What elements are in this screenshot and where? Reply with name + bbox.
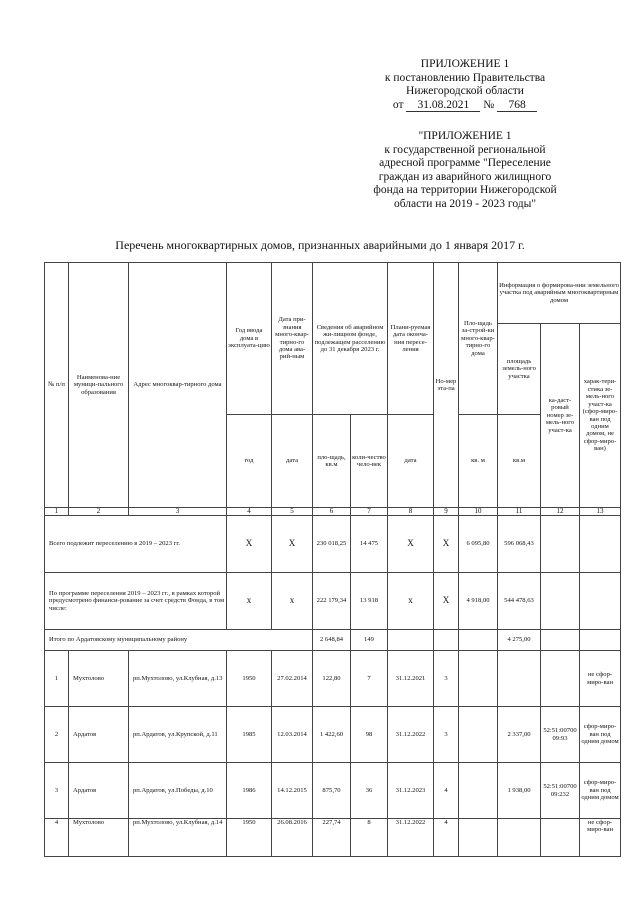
- table-row: [45, 763, 621, 819]
- row-people: 8: [351, 819, 388, 857]
- row-land-area: 1 938,00: [498, 763, 541, 819]
- summary-people: 14 475: [351, 516, 388, 573]
- row-building-area: [459, 651, 498, 707]
- summary-area: 222 179,34: [313, 573, 351, 630]
- row-cadastral: [541, 651, 580, 707]
- appendix1-line2: к постановлению Правительства: [384, 71, 546, 84]
- row-stage: 4: [434, 819, 459, 857]
- row-stage: 4: [434, 763, 459, 819]
- row-characteristic: не сфор-миро-ван: [580, 819, 621, 857]
- row-address: рп.Мухтолово, ул.Клубная, д.14: [129, 819, 227, 857]
- appendix1-number: 768: [497, 99, 537, 112]
- unit-year: год: [227, 415, 272, 508]
- summary-label: Всего подлежит переселению в 2019 – 2023 гг.: [45, 516, 227, 573]
- summary-characteristic: [580, 516, 621, 573]
- col-number: 4: [227, 508, 272, 516]
- row-building-area: [459, 763, 498, 819]
- col-number: 13: [580, 508, 621, 516]
- summary-characteristic: [580, 573, 621, 630]
- row-planned-date: 31.12.2022: [388, 707, 434, 763]
- unit-building-area: кв. м: [459, 415, 498, 508]
- unit-planned-date: дата: [388, 415, 434, 508]
- row-municipality: Ардатов: [69, 763, 129, 819]
- summary-land-area: 544 478,63: [498, 573, 541, 630]
- summary-building-area: 4 918,00: [459, 573, 498, 630]
- summary-date: x: [272, 573, 313, 630]
- header-land-area: площадь земель-ного участка: [498, 324, 541, 415]
- district-planned: [388, 630, 434, 651]
- header-building-area: Пло-щадь за-строй-ки много-квар-тирно-го дома: [459, 263, 498, 415]
- summary-year: X: [227, 516, 272, 573]
- header-cadastral-number: ка-даст-ровый номер зе-мель-ного участ-ка: [541, 324, 580, 508]
- row-area: 122,80: [313, 651, 351, 707]
- col-number: 9: [434, 508, 459, 516]
- row-planned-date: 31.12.2023: [388, 763, 434, 819]
- row-address: рп.Мухтолово, ул.Клубная, д.13: [129, 651, 227, 707]
- row-planned-date: 31.12.2021: [388, 651, 434, 707]
- summary-cadastral: [541, 573, 580, 630]
- summary-date: X: [272, 516, 313, 573]
- summary-planned: x: [388, 573, 434, 630]
- row-land-area: [498, 819, 541, 857]
- header-land-info: Информация о формирова-нии земельного участка под аварийным многоквартирным домом: [498, 263, 621, 324]
- table-row: [45, 651, 621, 707]
- row-year: 1950: [227, 819, 272, 857]
- row-characteristic: не сфор-миро-ван: [580, 651, 621, 707]
- row-planned-date: 31.12.2022: [388, 819, 434, 857]
- appendix2-line6: области на 2019 - 2023 годы": [393, 197, 537, 210]
- row-address: рп.Ардатов, ул.Победы, д.10: [129, 763, 227, 819]
- row-area: 227,74: [313, 819, 351, 857]
- unit-date: дата: [272, 415, 313, 508]
- row-characteristic: сфор-миро-ван под одним домом: [580, 707, 621, 763]
- summary-row-total: [45, 516, 621, 573]
- col-number: 10: [459, 508, 498, 516]
- appendix1-line4: [340, 99, 590, 113]
- district-cadastral: [541, 630, 580, 651]
- row-municipality: Ардатов: [69, 707, 129, 763]
- appendix1-num-label: №: [483, 98, 495, 111]
- table-row: [45, 819, 621, 857]
- row-date: 12.03.2014: [272, 707, 313, 763]
- row-building-area: [459, 707, 498, 763]
- unit-people: коли-чество чело-век: [351, 415, 388, 508]
- summary-label: По программе переселения 2019 – 2023 гг., в рамках которой предусмотрено финанси-рование за счет средств Фонда, в том числе:: [45, 573, 227, 630]
- col-number: 2: [69, 508, 129, 516]
- summary-stage: X: [434, 573, 459, 630]
- district-area: 2 648,84: [313, 630, 351, 651]
- summary-cadastral: [541, 516, 580, 573]
- summary-stage: X: [434, 516, 459, 573]
- appendix2-line4: граждан из аварийного жилищного: [378, 170, 552, 183]
- header-year-built: Год ввода дома в эксплуата-цию: [227, 263, 272, 415]
- col-number: 11: [498, 508, 541, 516]
- col-number: 12: [541, 508, 580, 516]
- district-total-row: [45, 630, 621, 651]
- row-characteristic: сфор-миро-ван под одним домом: [580, 763, 621, 819]
- col-number: 5: [272, 508, 313, 516]
- row-number: 2: [45, 707, 69, 763]
- district-people: 149: [351, 630, 388, 651]
- summary-area: 230 018,25: [313, 516, 351, 573]
- row-land-area: 2 337,00: [498, 707, 541, 763]
- header-planned-date: Плани-руемая дата оконча-ния пересе-ления: [388, 263, 434, 415]
- row-area: 1 422,60: [313, 707, 351, 763]
- appendix-header-1: [340, 58, 590, 112]
- district-building-area: [459, 630, 498, 651]
- district-stage: [434, 630, 459, 651]
- row-cadastral: [541, 819, 580, 857]
- row-number: 3: [45, 763, 69, 819]
- row-building-area: [459, 819, 498, 857]
- header-emergency-date: Дата при-знания много-квар-тирно-го дома ава-рий-ным: [272, 263, 313, 415]
- row-date: 26.08.2016: [272, 819, 313, 857]
- district-land-area: 4 275,00: [498, 630, 541, 651]
- row-cadastral: 52:51:0070009:93: [541, 707, 580, 763]
- unit-land-area: кв.м: [498, 415, 541, 508]
- header-land-characteristic: харак-тери-стика зе-мель-ного участ-ка (сфор-миро-ван под одним домом, не сфор-миро-ван): [580, 324, 621, 508]
- appendix2-line3: адресной программе "Переселение: [379, 157, 551, 169]
- summary-planned: X: [388, 516, 434, 573]
- summary-row-program: [45, 573, 621, 630]
- appendix1-line1: ПРИЛОЖЕНИЕ 1: [420, 58, 510, 70]
- row-date: 27.02.2014: [272, 651, 313, 707]
- header-stage: Но-мер эта-па: [434, 263, 459, 508]
- row-number: 1: [45, 651, 69, 707]
- column-numbers-row: [45, 508, 621, 516]
- row-address: рп.Ардатов, ул.Крупской, д.11: [129, 707, 227, 763]
- header-address: Адрес многоквар-тирного дома: [129, 263, 227, 508]
- row-municipality: Мухтолово: [69, 651, 129, 707]
- row-year: 1985: [227, 707, 272, 763]
- col-number: 7: [351, 508, 388, 516]
- district-label: Итого по Ардатовскому муниципальному району: [45, 630, 313, 651]
- appendix2-line5: фонда на территории Нижегородской: [373, 184, 557, 196]
- district-characteristic: [580, 630, 621, 651]
- row-year: 1950: [227, 651, 272, 707]
- row-municipality: Мухтолово: [69, 819, 129, 857]
- row-people: 36: [351, 763, 388, 819]
- row-area: 875,70: [313, 763, 351, 819]
- unit-area: пло-щадь, кв.м: [313, 415, 351, 508]
- summary-year: x: [227, 573, 272, 630]
- col-number: 1: [45, 508, 69, 516]
- row-people: 98: [351, 707, 388, 763]
- header-housing-info: Сведения об аварийном жи-лищном фонде, подлежащем расселению до 31 декабря 2023 г.: [313, 263, 388, 415]
- row-land-area: [498, 651, 541, 707]
- table-row: [45, 707, 621, 763]
- row-number: 4: [45, 819, 69, 857]
- appendix1-line3: Нижегородской области: [406, 85, 524, 97]
- summary-people: 13 918: [351, 573, 388, 630]
- row-people: 7: [351, 651, 388, 707]
- row-cadastral: 52:51:0070009:232: [541, 763, 580, 819]
- summary-building-area: 6 095,80: [459, 516, 498, 573]
- appendix1-date: 31.08.2021: [406, 99, 480, 112]
- appendix2-line2: к государственной региональной: [384, 143, 546, 156]
- header-number: № п/п: [45, 263, 69, 508]
- appendix2-line1: "ПРИЛОЖЕНИЕ 1: [418, 130, 512, 142]
- row-year: 1986: [227, 763, 272, 819]
- row-date: 14.12.2015: [272, 763, 313, 819]
- row-stage: 3: [434, 707, 459, 763]
- summary-land-area: 596 068,43: [498, 516, 541, 573]
- document-title: Перечень многоквартирных домов, признанных аварийными до 1 января 2017 г.: [115, 238, 525, 252]
- header-row-1: [45, 263, 621, 324]
- col-number: 6: [313, 508, 351, 516]
- houses-table: [44, 262, 621, 857]
- col-number: 3: [129, 508, 227, 516]
- appendix1-prefix: от: [392, 98, 404, 111]
- header-municipality: Наименова-ние муници-пального образования: [69, 263, 129, 508]
- col-number: 8: [388, 508, 434, 516]
- appendix-header-2: [340, 130, 590, 211]
- row-stage: 3: [434, 651, 459, 707]
